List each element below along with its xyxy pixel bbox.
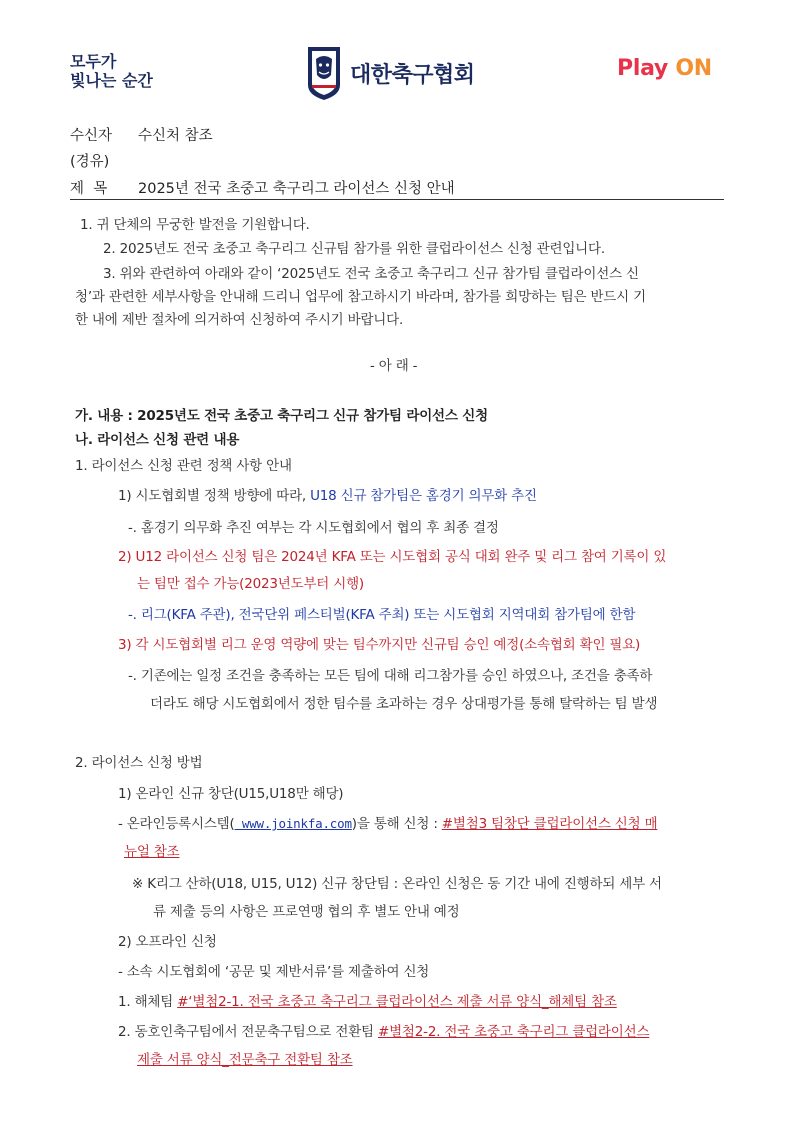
attachment-2-2-reference[interactable]: #별첨2-2. 전국 초중고 축구리그 클럽라이선스 (377, 1024, 650, 1040)
intro-paragraph-3-line-1: 3. 위와 관련하여 아래와 같이 ‘2025년도 전국 초중고 축구리그 신규 참가팀 클럽라이선스 신 (103, 266, 639, 282)
s2-item-2-conversion (118, 1020, 649, 1040)
s2-item-2-conversion-prefix: 2. 동호인축구팀에서 전문축구팀으로 전환팀 (118, 1024, 378, 1040)
org-name: 대한축구협회 (350, 63, 475, 88)
section-ga: 가. 내용 : 2025년도 전국 초중고 축구리그 신규 참가팀 라이선스 신청 (75, 408, 488, 424)
kfa-emblem-icon (306, 45, 342, 101)
recipient-value: 수신처 참조 (138, 128, 213, 144)
via-label: (경유) (70, 154, 110, 170)
brand-logo (617, 56, 712, 81)
intro-paragraph-1: 1. 귀 단체의 무궁한 발전을 기원합니다. (80, 217, 310, 233)
s2-item-2-offline: - 소속 시도협회에 ‘공문 및 제반서류’를 제출하여 신청 (118, 964, 430, 980)
intro-paragraph-2: 2. 2025년도 전국 초중고 축구리그 신규팀 참가를 위한 클럽라이선스 신청 관련입니다. (103, 241, 605, 257)
s1-item-1-prefix: 1) 시도협회별 정책 방향에 따라, (118, 488, 311, 504)
attachment-2-1-reference[interactable]: #‘별첨2-1. 전국 초중고 축구리그 클럽라이선스 제출 서류 양식_해체팀 참조 (177, 994, 617, 1010)
s2-item-1: 1) 온라인 신규 창단(U15,U18만 해당) (118, 786, 344, 802)
s1-item-1 (118, 484, 537, 504)
s1-item-1-highlight: U18 신규 참가팀은 홈경기 의무화 추진 (310, 488, 537, 504)
attachment-3-reference[interactable]: #별첨3 팀창단 클럽라이선스 신청 매 (441, 816, 658, 832)
s2-item-2-disbanded-prefix: 1. 해체팀 (118, 994, 178, 1010)
s2-item-2: 2) 오프라인 신청 (118, 934, 217, 950)
s2-item-1-note-line-2: 류 제출 등의 사항은 프로연맹 협의 후 별도 안내 예정 (153, 904, 460, 920)
joinkfa-link[interactable]: www.joinkfa.com (234, 816, 352, 831)
s1-item-2-line-1: 2) U12 라이선스 신청 팀은 2024년 KFA 또는 시도협회 공식 대회 완주 및 리그 참여 기록이 있 (118, 549, 667, 565)
attachment-3-reference-cont[interactable]: 뉴얼 참조 (124, 844, 180, 860)
s2-item-1-online-prefix: - 온라인등록시스템( (118, 816, 235, 832)
s2-item-2-disbanded (118, 990, 617, 1010)
s2-title: 2. 라이선스 신청 방법 (75, 755, 203, 771)
s1-item-2-note: -. 리그(KFA 주관), 전국단위 페스티벌(KFA 주최) 또는 시도협회 지역대회 참가팀에 한함 (128, 607, 636, 623)
subject-value: 2025년 전국 초중고 축구리그 라이선스 신청 안내 (138, 181, 455, 197)
s2-item-1-online (118, 812, 657, 832)
slogan-line-1: 모두가 (70, 52, 117, 71)
s1-item-1-note: -. 홈경기 의무화 추진 여부는 각 시도협회에서 협의 후 최종 결정 (128, 520, 499, 536)
s1-item-2-line-2: 는 팀만 접수 가능(2023년도부터 시행) (137, 576, 364, 592)
recipient-label: 수신자 (70, 128, 113, 144)
s2-item-1-note-line-1: ※ K리그 산하(U18, U15, U12) 신규 창단팀 : 온라인 신청은 동 기간 내에 진행하되 세부 서 (132, 876, 662, 892)
intro-paragraph-3-line-3: 한 내에 제반 절차에 의거하여 신청하여 주시기 바랍니다. (75, 312, 404, 328)
slogan-line-2: 빛나는 순간 (70, 71, 153, 90)
s1-item-3: 3) 각 시도협회별 리그 운영 역량에 맞는 팀수까지만 신규팀 승인 예정(소속협회 확인 필요) (118, 637, 641, 653)
section-na: 나. 라이선스 신청 관련 내용 (75, 432, 240, 448)
intro-paragraph-3-line-2: 청’과 관련한 세부사항을 안내해 드리니 업무에 참고하시기 바라며, 참가를 희망하는 팀은 반드시 기 (75, 289, 646, 305)
s2-item-1-online-mid: )을 통해 신청 : (351, 816, 442, 832)
header-divider (70, 199, 724, 200)
attachment-2-2-reference-cont[interactable]: 제출 서류 양식_전문축구 전환팀 참조 (137, 1052, 353, 1068)
s1-item-3-note-line-2: 더라도 해당 시도협회에서 정한 팀수를 초과하는 경우 상대평가를 통해 탈락하는 팀 발생 (150, 696, 658, 712)
below-heading: - 아 래 - (370, 358, 418, 374)
s1-item-3-note-line-1: -. 기존에는 일정 조건을 충족하는 모든 팀에 대해 리그참가를 승인 하였으나, 조건을 충족하 (128, 668, 653, 684)
brand-text-play: Play (617, 56, 676, 81)
s1-title: 1. 라이선스 신청 관련 정책 사항 안내 (75, 458, 292, 474)
subject-label: 제 목 (70, 181, 108, 197)
slogan (70, 52, 153, 90)
brand-text-on: ON (675, 56, 712, 81)
